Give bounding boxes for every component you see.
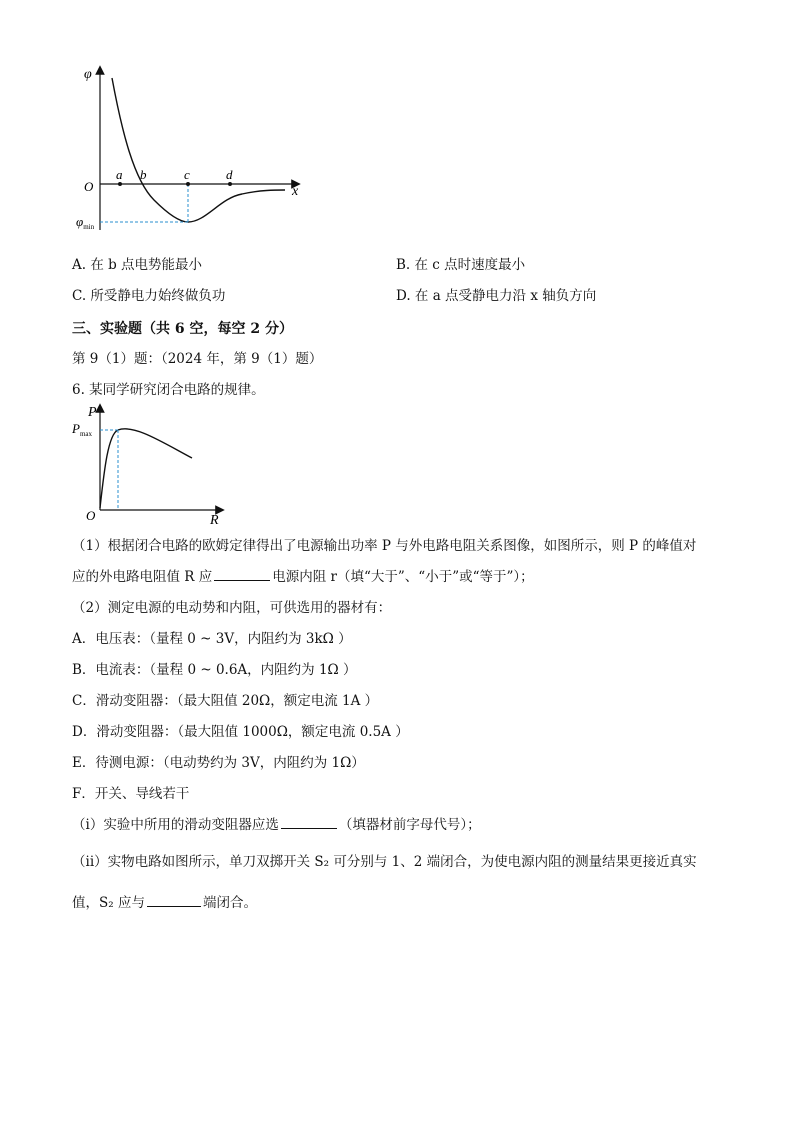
question-source: 第 9（1）题：（2024 年，第 9（1）题） (72, 351, 323, 367)
option-c: C. 所受静电力始终做负功 (72, 288, 226, 304)
point-c (186, 182, 190, 186)
part1-line2: 应的外电路电阻值 R 应 电源内阻 r（填“大于”、“小于”或“等于”）； (72, 569, 534, 585)
label-a: a (116, 167, 123, 182)
power-graph (72, 402, 232, 527)
answer-blank-3[interactable] (147, 894, 201, 907)
part2-intro: （2）测定电源的电动势和内阻，可供选用的器材有： (72, 600, 392, 616)
y-axis-label: P (88, 405, 97, 420)
phi-min-label: $\varphi_{min}$ (76, 214, 95, 231)
power-curve (100, 429, 192, 508)
section-title: 三、实验题（共 6 空，每空 2 分） (72, 321, 293, 337)
part2-ii-line1: （ii）实物电路如图所示，单刀双掷开关 S₂ 可分别与 1、2 端闭合，为使电源内阻的测量结果更接近真实 (72, 854, 697, 870)
part2-i: （i）实验中所用的滑动变阻器应选 （填器材前字母代号）； (72, 817, 481, 833)
potential-graph (70, 62, 310, 237)
label-d: d (226, 167, 233, 182)
y-axis-label: φ (84, 67, 92, 82)
label-c: c (184, 167, 190, 182)
equipment-c: C．滑动变阻器：（最大阻值 20Ω，额定电流 1A ） (72, 693, 379, 709)
label-b: b (140, 167, 147, 182)
option-d: D. 在 a 点受静电力沿 x 轴负方向 (396, 288, 597, 304)
equipment-f: F．开关、导线若干 (72, 786, 190, 802)
part1-line1: （1）根据闭合电路的欧姆定律得出了电源输出功率 P 与外电路电阻关系图像，如图所示，则 P 的峰值对 (72, 538, 697, 554)
option-b: B. 在 c 点时速度最小 (396, 257, 526, 273)
equipment-b: B．电流表：（量程 0 ~ 0.6A，内阻约为 1Ω ） (72, 662, 357, 678)
origin-label: O (84, 179, 94, 194)
answer-blank-1[interactable] (214, 568, 270, 581)
p-max-label: $P_{max}$ (72, 421, 93, 438)
equipment-d: D．滑动变阻器：（最大阻值 1000Ω，额定电流 0.5A ） (72, 724, 409, 740)
x-axis-label: R (210, 513, 219, 527)
equipment-e: E．待测电源：（电动势约为 3V，内阻约为 1Ω） (72, 755, 365, 771)
point-a (118, 182, 122, 186)
equipment-a: A．电压表：（量程 0 ~ 3V，内阻约为 3kΩ ） (72, 631, 352, 647)
question-intro: 6. 某同学研究闭合电路的规律。 (72, 382, 265, 398)
origin-label: O (86, 508, 96, 523)
part2-ii-line2: 值，S₂ 应与 端闭合。 (72, 895, 257, 911)
answer-blank-2[interactable] (281, 816, 337, 829)
potential-curve (112, 78, 285, 222)
x-axis-label: x (292, 184, 299, 199)
point-d (228, 182, 232, 186)
option-a: A. 在 b 点电势能最小 (72, 257, 203, 273)
